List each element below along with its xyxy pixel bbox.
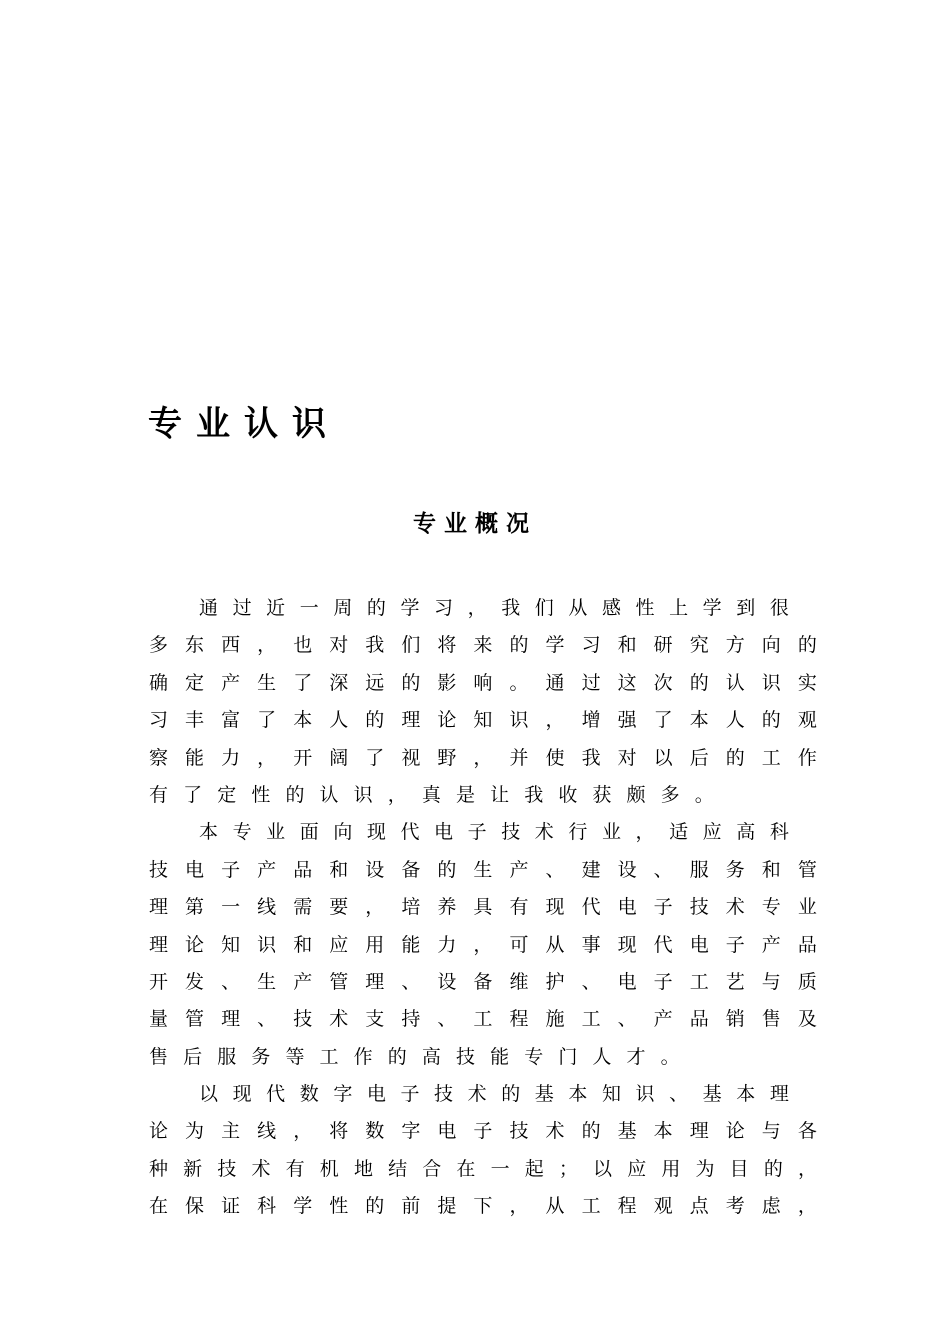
text-line: 开 发 、 生 产 管 理 、 设 备 维 护 、 电 子 工 艺 与 质 [149,970,817,993]
text-line: 以 现 代 数 字 电 子 技 术 的 基 本 知 识 、 基 本 理 [199,1083,789,1106]
text-line: 量 管 理 、 技 术 支 持 、 工 程 施 工 、 产 品 销 售 及 [149,1008,817,1031]
text-line: 本 专 业 面 向 现 代 电 子 技 术 行 业 ， 适 应 高 科 [199,821,789,844]
text-line: 理 论 知 识 和 应 用 能 力 ， 可 从 事 现 代 电 子 产 品 [149,933,817,956]
document-title: 专业认识 [148,404,340,444]
text-line: 论 为 主 线 ， 将 数 字 电 子 技 术 的 基 本 理 论 与 各 [149,1120,817,1143]
text-line: 多 东 西 ， 也 对 我 们 将 来 的 学 习 和 研 究 方 向 的 [149,634,817,657]
text-line: 在 保 证 科 学 性 的 前 提 下 ， 从 工 程 观 点 考 虑 ， [149,1195,817,1218]
text-line: 察 能 力 ， 开 阔 了 视 野 ， 并 使 我 对 以 后 的 工 作 [149,746,817,769]
document-body [149,590,817,1226]
section-title: 专业概况 [413,510,537,537]
text-line: 有 了 定 性 的 认 识 ， 真 是 让 我 收 获 颇 多 。 [149,783,714,806]
text-line: 种 新 技 术 有 机 地 结 合 在 一 起 ； 以 应 用 为 目 的 ， [149,1157,817,1180]
text-line: 习 丰 富 了 本 人 的 理 论 知 识 ， 增 强 了 本 人 的 观 [149,709,817,732]
text-line: 理 第 一 线 需 要 ， 培 养 具 有 现 代 电 子 技 术 专 业 [149,896,817,919]
text-line: 确 定 产 生 了 深 远 的 影 响 。 通 过 这 次 的 认 识 实 [149,671,817,694]
text-line: 售 后 服 务 等 工 作 的 高 技 能 专 门 人 才 。 [149,1045,680,1068]
text-line: 通 过 近 一 周 的 学 习 ， 我 们 从 感 性 上 学 到 很 [199,597,789,619]
text-line: 技 电 子 产 品 和 设 备 的 生 产 、 建 设 、 服 务 和 管 [149,858,817,881]
